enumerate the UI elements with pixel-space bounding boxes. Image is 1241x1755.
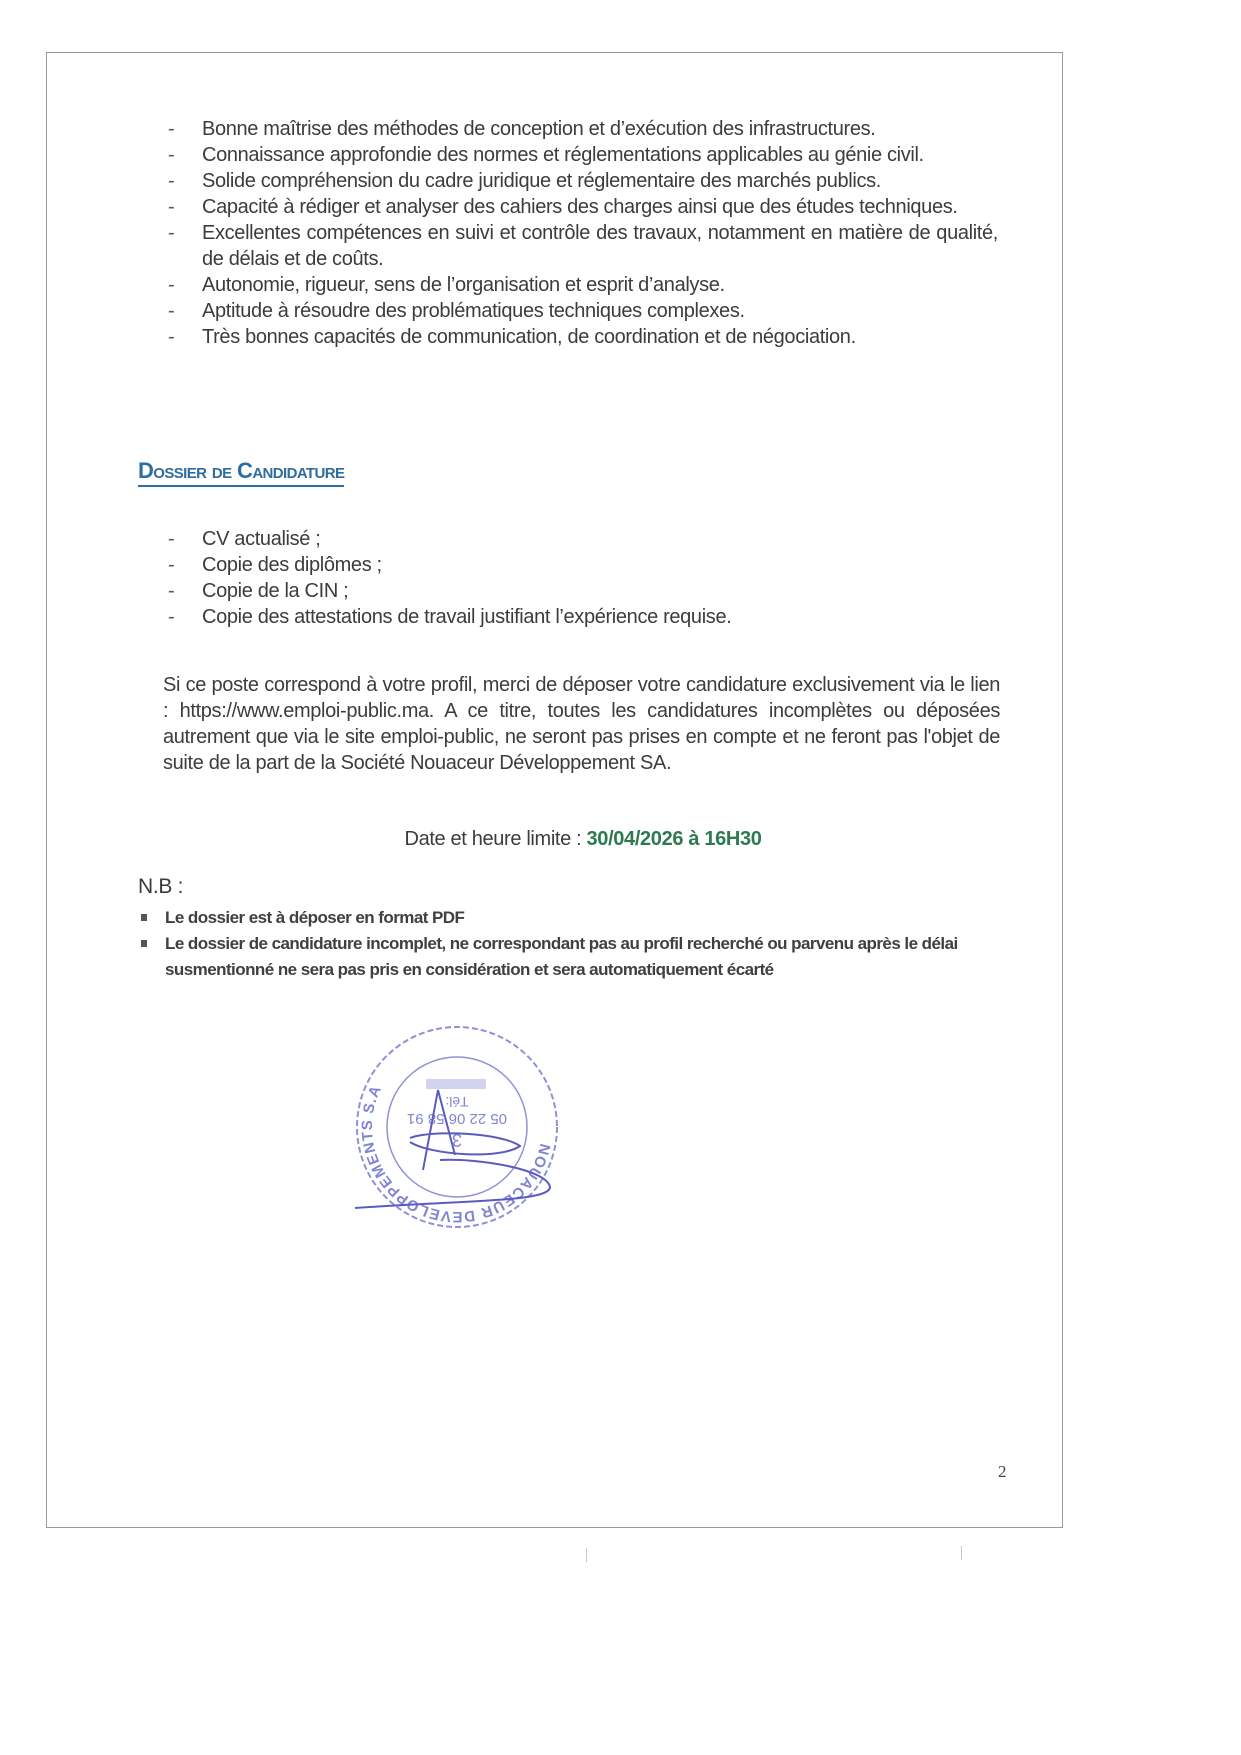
- crop-mark: [586, 1548, 587, 1562]
- list-item: - Aptitude à résoudre des problématiques techniques complexes.: [168, 300, 745, 322]
- dash-bullet-icon: -: [168, 274, 175, 296]
- stamp-tel-label: Tél:: [445, 1094, 469, 1110]
- dash-bullet-icon: -: [168, 326, 175, 348]
- list-item: - CV actualisé ;: [168, 528, 321, 550]
- dash-bullet-icon: -: [168, 118, 175, 140]
- stamp-number: 3: [451, 1130, 463, 1150]
- dash-bullet-icon: -: [168, 196, 175, 218]
- dossier-list: [165, 526, 998, 630]
- list-item: - Bonne maîtrise des méthodes de conception et d’exécution des infrastructures.: [168, 118, 876, 140]
- stamp-smudge: [426, 1079, 486, 1089]
- list-item: - Copie des diplômes ;: [168, 554, 382, 576]
- skills-list: [165, 116, 998, 350]
- nb-title: N.B :: [138, 875, 184, 898]
- application-instructions: Si ce poste correspond à votre profil, merci de déposer votre candidature exclusivement via le lien : https://www.emploi-public.ma. A ce titre, toutes les candidatures incomplètes ou déposées autrement que via le site emploi-public, ne seront pas prises en compte et ne feront pas l'objet de suite de la part de la Société Nouaceur Développement SA.: [163, 674, 1000, 774]
- dash-bullet-icon: -: [168, 528, 175, 550]
- stamp-outer-text: NOUACEUR DEVELOPPEMENTS S.A: [358, 1082, 554, 1226]
- crop-mark: [961, 1546, 962, 1560]
- list-item: - Excellentes compétences en suivi et contrôle des travaux, notamment en matière de qualité, de délais et de coûts.: [168, 222, 998, 270]
- dash-bullet-icon: -: [168, 606, 175, 628]
- dash-bullet-icon: -: [168, 300, 175, 322]
- list-item: - Copie de la CIN ;: [168, 580, 349, 602]
- deadline-value: 30/04/2026 à 16H30: [586, 828, 762, 850]
- dash-bullet-icon: -: [168, 144, 175, 166]
- deadline-label: Date et heure limite :: [404, 828, 587, 850]
- company-stamp: [350, 1020, 565, 1235]
- nb-list: [138, 905, 1004, 983]
- dash-bullet-icon: -: [168, 580, 175, 602]
- deadline-line: [0, 826, 1166, 852]
- square-bullet-icon: [141, 940, 147, 947]
- list-item: - Solide compréhension du cadre juridique et réglementaire des marchés publics.: [168, 170, 881, 192]
- section-heading-dossier: Dossier de Candidature: [138, 458, 344, 487]
- list-item: - Autonomie, rigueur, sens de l’organisation et esprit d’analyse.: [168, 274, 725, 296]
- dash-bullet-icon: -: [168, 170, 175, 192]
- list-item: - Capacité à rédiger et analyser des cahiers des charges ainsi que des études techniques.: [168, 196, 958, 218]
- list-item: Le dossier de candidature incomplet, ne correspondant pas au profil recherché ou parvenu après le délai susmentionné ne sera pas pris en considération et sera automatiquement écarté: [138, 931, 1004, 983]
- list-item: Le dossier est à déposer en format PDF: [138, 905, 1004, 931]
- page-number: 2: [998, 1462, 1007, 1481]
- dash-bullet-icon: -: [168, 554, 175, 576]
- list-item: - Très bonnes capacités de communication, de coordination et de négociation.: [168, 326, 856, 348]
- stamp-tel-number: 05 22 06 58 91: [406, 1110, 508, 1127]
- square-bullet-icon: [141, 914, 147, 921]
- dash-bullet-icon: -: [168, 222, 175, 244]
- list-item: - Copie des attestations de travail justifiant l’expérience requise.: [168, 606, 732, 628]
- list-item: - Connaissance approfondie des normes et réglementations applicables au génie civil.: [168, 144, 924, 166]
